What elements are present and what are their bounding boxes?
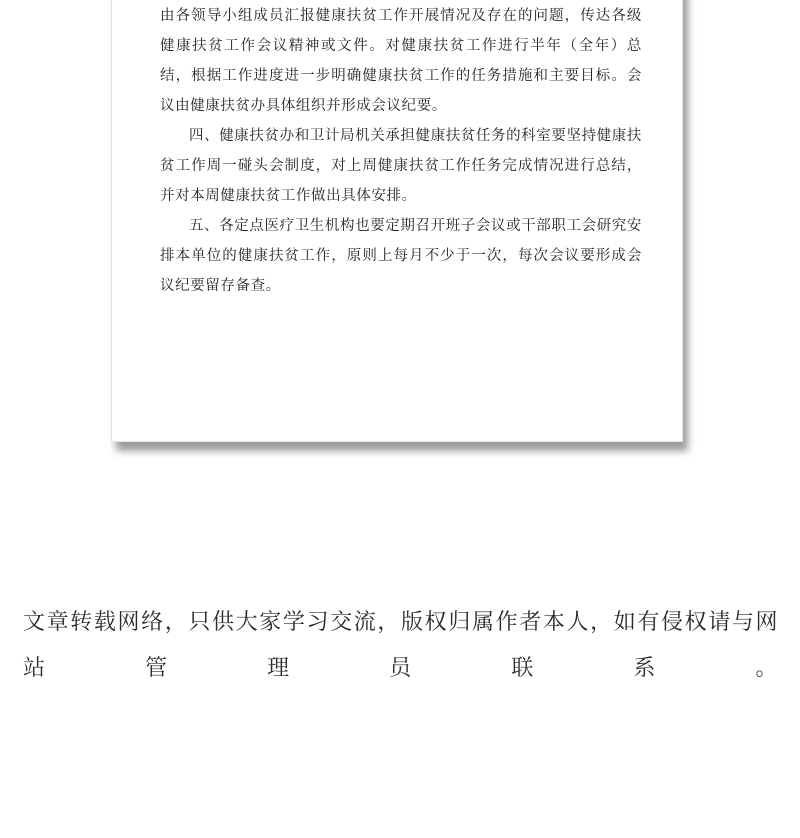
copyright-notice: 文章转载网络，只供大家学习交流，版权归属作者本人，如有侵权请与网站管理员联系。 — [23, 610, 779, 681]
paragraph-item-five: 五、各定点医疗卫生机构也要定期召开班子会议或干部职工会研究安排本单位的健康扶贫工作，原则上每月不少于一次，每次会议要形成会议纪要留存备查。 — [160, 218, 642, 294]
paragraph-item-four: 四、健康扶贫办和卫计局机关承担健康扶贫任务的科室要坚持健康扶贫工作周一碰头会制度，对上周健康扶贫工作任务完成情况进行总结，并对本周健康扶贫工作做出具体安排。 — [160, 128, 642, 204]
paragraph-meeting-summary: 由各领导小组成员汇报健康扶贫工作开展情况及存在的问题，传达各级健康扶贫工作会议精神或文件。对健康扶贫工作进行半年（全年）总结，根据工作进度进一步明确健康扶贫工作的任务措施和主要目标。会议由健康扶贫办具体组织并形成会议纪要。 — [160, 8, 642, 114]
document-page — [111, 0, 683, 442]
